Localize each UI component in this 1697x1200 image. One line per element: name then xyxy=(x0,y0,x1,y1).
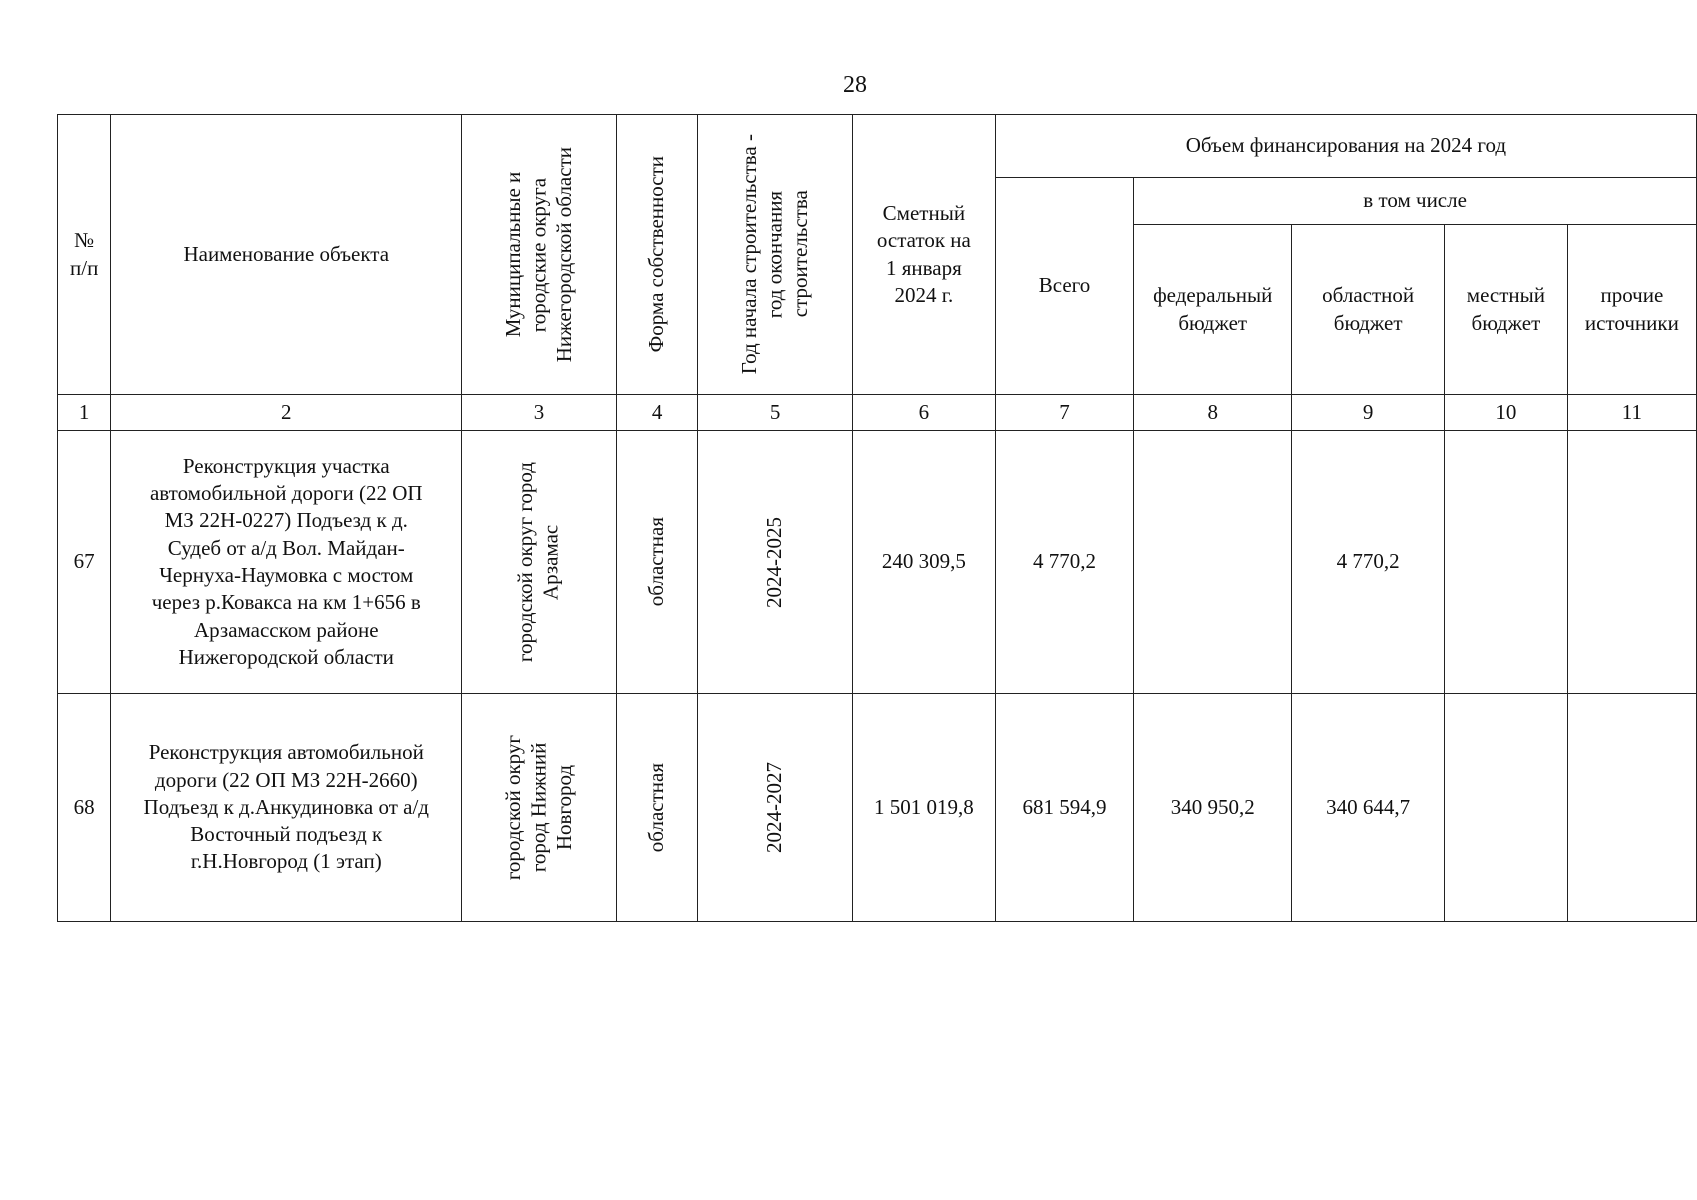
cell-municipality xyxy=(462,431,617,694)
cell-ownership xyxy=(616,431,697,694)
header-federal xyxy=(1134,225,1292,395)
column-number: 2 xyxy=(111,395,462,431)
cell-municipality-text: городской округ город Арзамас xyxy=(513,461,564,663)
header-row-top xyxy=(58,115,1697,178)
cell-local xyxy=(1445,431,1568,694)
header-local xyxy=(1445,225,1568,395)
cell-ownership xyxy=(616,694,697,922)
column-number: 5 xyxy=(698,395,853,431)
header-including-label: в том числе xyxy=(1363,188,1467,213)
cell-municipality-text: городской округ город Нижний Новгород xyxy=(500,734,576,881)
page-number: 28 xyxy=(843,72,867,98)
header-name-label: Наименование объекта xyxy=(183,241,390,266)
column-number: 8 xyxy=(1134,395,1292,431)
column-number: 7 xyxy=(995,395,1133,431)
header-financing-label: Объем финансирования на 2024 год xyxy=(1185,133,1507,158)
header-balance xyxy=(852,115,995,395)
cell-other xyxy=(1567,431,1696,694)
cell-ownership-text: областная xyxy=(644,517,669,607)
column-number: 11 xyxy=(1567,395,1696,431)
cell-name xyxy=(111,694,462,922)
cell-total: 681 594,9 xyxy=(995,694,1133,922)
header-local-label: местный бюджет xyxy=(1466,283,1546,335)
cell-local xyxy=(1445,694,1568,922)
cell-no: 68 xyxy=(58,694,111,922)
cell-balance: 240 309,5 xyxy=(852,431,995,694)
header-ownership xyxy=(616,115,697,395)
header-financing xyxy=(995,115,1696,178)
cell-municipality xyxy=(462,694,617,922)
cell-total: 4 770,2 xyxy=(995,431,1133,694)
header-other-label: прочие источники xyxy=(1584,283,1679,335)
header-no xyxy=(58,115,111,395)
column-number: 10 xyxy=(1445,395,1568,431)
header-municipality xyxy=(462,115,617,395)
header-total xyxy=(995,178,1133,395)
cell-name-text: Реконструкция автомобильной дороги (22 ОП МЗ 22Н-2660) Подъезд к д.Анкудиновка от а/д Восточный подъезд к г.Н.Новгород (1 этап) xyxy=(143,740,429,874)
cell-years-text: 2024-2025 xyxy=(762,516,787,608)
header-no-label: № п/п xyxy=(70,228,99,280)
table-row xyxy=(58,431,1697,694)
cell-name-text: Реконструкция участка автомобильной дороги (22 ОП МЗ 22Н-0227) Подъезд к д. Судеб от а/д Вол. Майдан- Чернуха-Наумовка с мостом через р.Ковакса на км 1+656 в Арзамасском районе Нижегородской области xyxy=(149,453,423,669)
cell-other xyxy=(1567,694,1696,922)
column-number: 6 xyxy=(852,395,995,431)
column-number: 1 xyxy=(58,395,111,431)
financing-table xyxy=(57,114,1697,922)
header-years-label: Год начала строительства - год окончания строительства xyxy=(736,134,812,375)
header-name xyxy=(111,115,462,395)
cell-name xyxy=(111,431,462,694)
cell-regional: 4 770,2 xyxy=(1292,431,1445,694)
header-ownership-label: Форма собственности xyxy=(644,156,669,353)
header-regional-label: областной бюджет xyxy=(1322,283,1415,335)
cell-balance: 1 501 019,8 xyxy=(852,694,995,922)
header-other xyxy=(1567,225,1696,395)
header-total-label: Всего xyxy=(1038,273,1091,298)
header-regional xyxy=(1292,225,1445,395)
cell-years xyxy=(698,431,853,694)
cell-regional: 340 644,7 xyxy=(1292,694,1445,922)
header-municipality-label: Муниципальные и городские округа Нижегородской области xyxy=(500,146,576,363)
cell-federal: 340 950,2 xyxy=(1134,694,1292,922)
table-row xyxy=(58,694,1697,922)
column-number: 4 xyxy=(616,395,697,431)
header-balance-label: Сметный остаток на 1 января 2024 г. xyxy=(876,200,971,307)
cell-ownership-text: областная xyxy=(644,762,669,853)
cell-years xyxy=(698,694,853,922)
column-number: 3 xyxy=(462,395,617,431)
cell-federal xyxy=(1134,431,1292,694)
header-including xyxy=(1134,178,1697,225)
cell-years-text: 2024-2027 xyxy=(762,762,787,853)
cell-no: 67 xyxy=(58,431,111,694)
header-federal-label: федеральный бюджет xyxy=(1153,283,1273,335)
column-number: 9 xyxy=(1292,395,1445,431)
header-years xyxy=(698,115,853,395)
column-number-row xyxy=(58,395,1697,431)
